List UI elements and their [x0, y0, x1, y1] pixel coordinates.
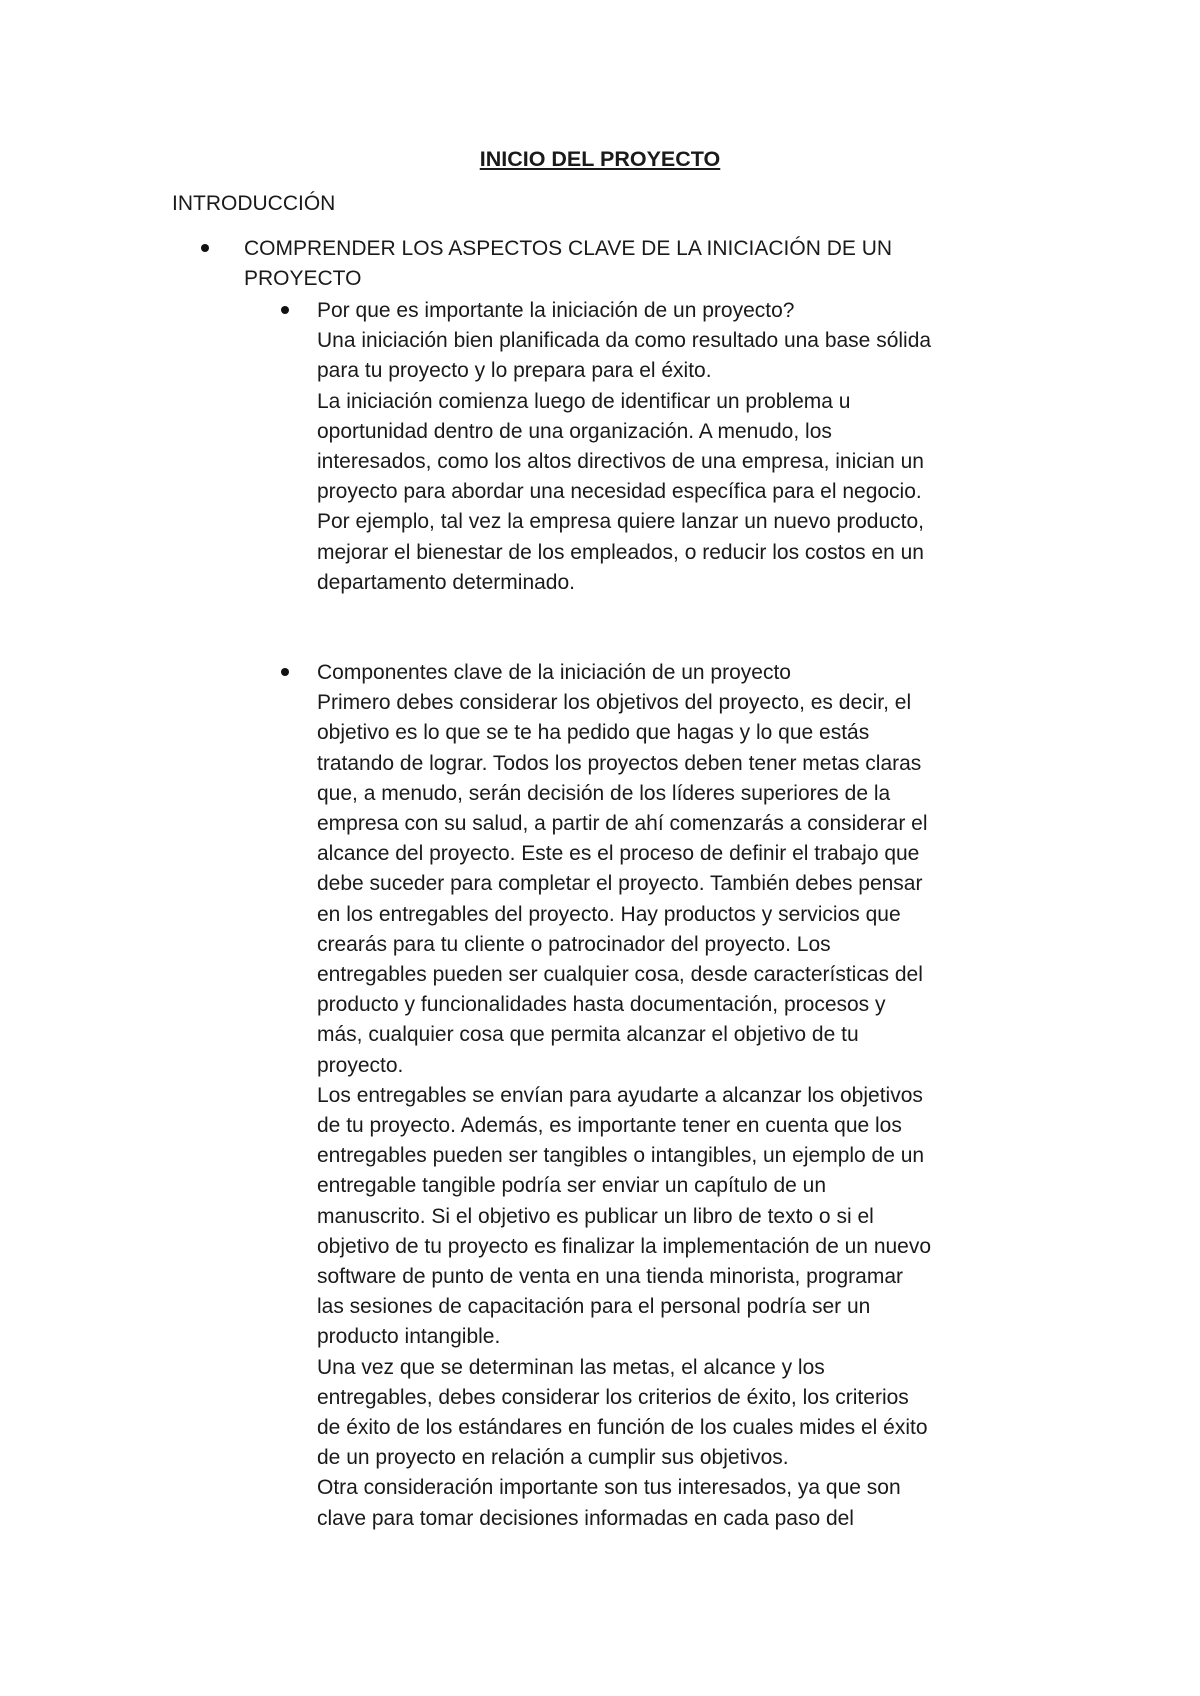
introduction-heading: INTRODUCCIÓN [172, 192, 336, 215]
text-line: interesados, como los altos directivos de una empresa, inician un [317, 450, 924, 474]
text-line: producto y funcionalidades hasta documentación, procesos y [317, 993, 886, 1017]
bullet-icon [281, 306, 289, 314]
text-line: PROYECTO [244, 267, 362, 291]
text-line: entregables, debes considerar los criterios de éxito, los criterios [317, 1385, 909, 1409]
text-line: entregables pueden ser cualquier cosa, desde características del [317, 963, 923, 987]
text-line: producto intangible. [317, 1325, 501, 1349]
text-line: más, cualquier cosa que permita alcanzar el objetivo de tu [317, 1023, 859, 1047]
text-line: empresa con su salud, a partir de ahí comenzarás a considerar el [317, 812, 928, 836]
bullet-icon [281, 668, 289, 676]
text-line: departamento determinado. [317, 570, 575, 594]
text-line: La iniciación comienza luego de identificar un problema u [317, 389, 851, 413]
text-line: entregable tangible podría ser enviar un capítulo de un [317, 1174, 827, 1198]
text-line: tratando de lograr. Todos los proyectos deben tener metas claras [317, 751, 922, 775]
text-line: debe suceder para completar el proyecto. También debes pensar [317, 872, 923, 896]
main-bullet-text [244, 234, 892, 294]
text-line: alcance del proyecto. Este es el proceso de definir el trabajo que [317, 842, 920, 866]
text-line: Por que es importante la iniciación de un proyecto? [317, 299, 795, 322]
text-line: Componentes clave de la iniciación de un proyecto [317, 661, 791, 684]
text-line: que, a menudo, serán decisión de los líderes superiores de la [317, 781, 891, 805]
bullet-icon [201, 244, 209, 252]
text-line: Primero debes considerar los objetivos del proyecto, es decir, el [317, 691, 912, 715]
text-line: de éxito de los estándares en función de los cuales mides el éxito [317, 1416, 928, 1440]
text-line: crearás para tu cliente o patrocinador del proyecto. Los [317, 932, 831, 956]
text-line: de tu proyecto. Además, es importante tener en cuenta que los [317, 1114, 902, 1138]
text-line: Otra consideración importante son tus interesados, ya que son [317, 1476, 901, 1500]
text-line: de un proyecto en relación a cumplir sus objetivos. [317, 1446, 789, 1470]
text-line: en los entregables del proyecto. Hay productos y servicios que [317, 902, 901, 926]
text-line: las sesiones de capacitación para el personal podría ser un [317, 1295, 871, 1319]
sub-bullet-text-1 [317, 296, 931, 598]
text-line: Por ejemplo, tal vez la empresa quiere lanzar un nuevo producto, [317, 510, 925, 534]
text-line: manuscrito. Si el objetivo es publicar un libro de texto o si el [317, 1204, 874, 1228]
text-line: oportunidad dentro de una organización. A menudo, los [317, 419, 832, 443]
sub-bullet-text-2 [317, 658, 931, 1534]
text-line: para tu proyecto y lo prepara para el éxito. [317, 359, 712, 383]
text-line: objetivo de tu proyecto es finalizar la implementación de un nuevo [317, 1234, 932, 1258]
text-line: entregables pueden ser tangibles o intangibles, un ejemplo de un [317, 1144, 925, 1168]
text-line: COMPRENDER LOS ASPECTOS CLAVE DE LA INICIACIÓN DE UN [244, 237, 893, 260]
text-line: objetivo es lo que se te ha pedido que hagas y lo que estás [317, 721, 870, 745]
document-title: INICIO DEL PROYECTO [479, 147, 721, 171]
text-line: Una iniciación bien planificada da como resultado una base sólida [317, 329, 932, 353]
text-line: proyecto para abordar una necesidad específica para el negocio. [317, 480, 922, 504]
text-line: Una vez que se determinan las metas, el alcance y los [317, 1355, 825, 1379]
text-line: Los entregables se envían para ayudarte a alcanzar los objetivos [317, 1083, 923, 1107]
text-line: clave para tomar decisiones informadas en cada paso del [317, 1506, 854, 1530]
text-line: software de punto de venta en una tienda minorista, programar [317, 1265, 904, 1289]
text-line: mejorar el bienestar de los empleados, o reducir los costos en un [317, 540, 924, 564]
text-line: proyecto. [317, 1053, 404, 1077]
